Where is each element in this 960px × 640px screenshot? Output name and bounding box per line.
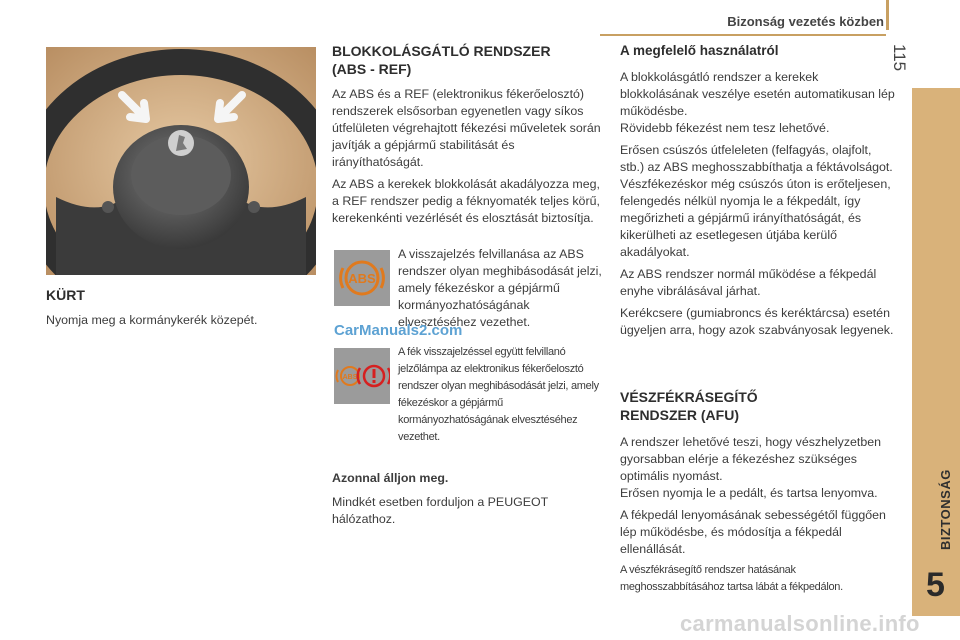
afu-paragraph-3: A vészfékrásegítő rendszer hatásának meghosszabbításához tartsa lábát a fékpedálon.	[620, 564, 843, 593]
chapter-tab-label: BIZTONSÁG	[938, 469, 953, 550]
proper-use-paragraph-1b: Rövidebb fékezést nem tesz lehetővé.	[620, 121, 830, 135]
proper-use-heading: A megfelelő használatról	[620, 43, 779, 58]
steering-wheel-photo	[46, 47, 316, 275]
proper-use-paragraph-4: Kerékcsere (gumiabroncs és keréktárcsa) esetén ügyeljen arra, hogy azok szabványosak legyenek.	[620, 306, 894, 337]
stop-heading: Azonnal álljon meg.	[332, 471, 449, 485]
abs-paragraph-2: Az ABS a kerekek blokkolását akadályozza meg, a REF rendszer pedig a féknyomaték teljes körű, kerekenkénti vezérlését és elosztását biztosítja.	[332, 177, 600, 225]
brake-lamp-note: A fék visszajelzéssel együtt felvillanó jelzőlámpa az elektronikus fékerőelosztó rendszer olyan meghibásodását jelzi, amely fékezéskor a gépjármű kormányozhatóságának elvesztéséhez vezethet.	[398, 346, 599, 443]
abs-heading-line2: (ABS - REF)	[332, 61, 412, 77]
stop-instruction	[332, 470, 607, 528]
afu-paragraph-2: A fékpedál lenyomásának sebességétől függően lép működésbe, és módosítja a fékpedál ellenállását.	[620, 508, 886, 556]
peugeot-lion-icon	[168, 130, 194, 156]
page-number: 115	[890, 44, 909, 72]
proper-use-paragraph-2: Erősen csúszós útfeleleten (felfagyás, olajfolt, stb.) az ABS meghosszabbíthatja a féktávolságot. Vészfékezéskor még csúszós úton is erőteljesen, felengedés nélkül nyomja le a fékpedált, így megőrizheti a gépjármű irányíthatóságát, és kikerülheti az esetlegesen útjába kerülő akadályokat.	[620, 143, 893, 259]
chapter-number: 5	[926, 566, 945, 604]
header-rule	[600, 34, 886, 36]
horn-text: Nyomja meg a kormánykerék közepét.	[46, 313, 258, 327]
proper-use-section	[620, 42, 895, 339]
afu-paragraph-1b: Erősen nyomja le a pedált, és tartsa lenyomva.	[620, 486, 878, 500]
steering-wheel-illustration	[46, 47, 316, 275]
abs-small-icon-label: ABS	[342, 374, 358, 381]
horn-section	[46, 286, 316, 329]
brake-abs-warning-lamp-icon	[334, 348, 390, 404]
abs-heading-line1: BLOKKOLÁSGÁTLÓ RENDSZER	[332, 43, 551, 59]
watermark-carmanuals2: CarManuals2.com	[334, 322, 463, 339]
abs-warning-lamp-icon	[334, 250, 390, 306]
stop-text: Mindkét esetben forduljon a PEUGEOT hálózathoz.	[332, 495, 549, 526]
running-header-title: Bizonság vezetés közben	[727, 14, 884, 29]
afu-section	[620, 388, 895, 596]
afu-paragraph-1: A rendszer lehetővé teszi, hogy vészhelyzetben gyorsabban elérje a fékezéshez szükséges optimális nyomást.	[620, 435, 882, 483]
header-accent-tick	[886, 0, 889, 30]
abs-section	[332, 42, 607, 227]
abs-lamp-note: A visszajelzés felvillanása az ABS rendszer olyan meghibásodását jelzi, amely fékezéskor a gépjármű kormányozhatóságának elvesztéséhez vezethet.	[398, 247, 602, 329]
proper-use-paragraph-3: Az ABS rendszer normál működése a fékpedál enyhe vibrálásával járhat.	[620, 267, 877, 298]
abs-paragraph-1: Az ABS és a REF (elektronikus fékerőelosztó) rendszerek elsősorban egyenetlen vagy síkos útfelületen végrehajtott fékezési műveletek során javítják a gépjármű stabilitását és irányíthatóságát.	[332, 87, 601, 169]
afu-heading-line2: RENDSZER (AFU)	[620, 407, 739, 423]
afu-heading-line1: VÉSZFÉKRÁSEGÍTŐ	[620, 389, 758, 405]
abs-icon-label: ABS	[348, 271, 376, 286]
watermark-carmanualsonline: carmanualsonline.info	[680, 611, 920, 636]
proper-use-paragraph-1: A blokkolásgátló rendszer a kerekek blokkolásának veszélye esetén automatikusan lép működésbe.	[620, 70, 895, 118]
horn-heading: KÜRT	[46, 287, 85, 303]
